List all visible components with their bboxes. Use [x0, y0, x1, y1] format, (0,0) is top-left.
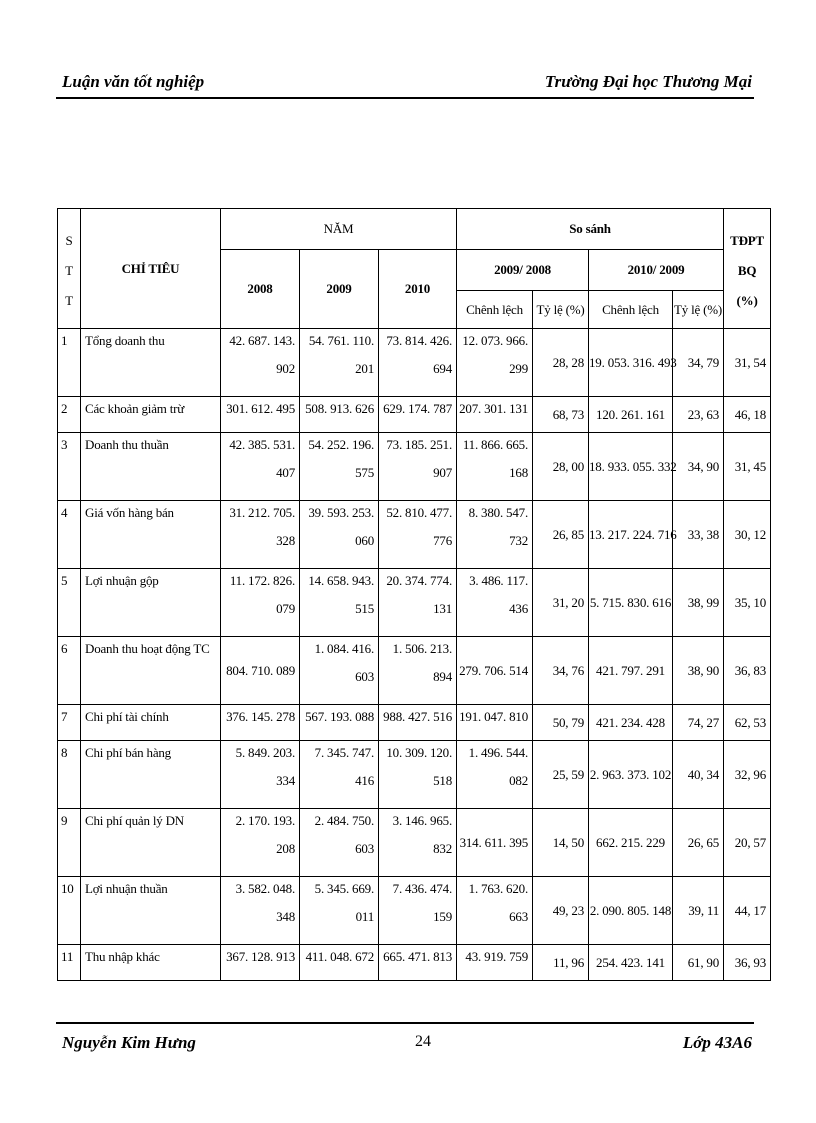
row-indicator: Doanh thu hoạt động TC	[81, 637, 221, 705]
row-value-y2009: 567. 193. 088	[300, 705, 379, 741]
header-university: Trường Đại học Thương Mại	[544, 72, 752, 91]
row-tdpt: 36, 93	[724, 945, 771, 981]
row-ty-le-1: 11, 96	[533, 945, 589, 981]
row-value-y2008: 42. 687. 143. 902	[221, 329, 300, 397]
row-ty-le-2: 74, 27	[673, 705, 724, 741]
row-value-y2009: 14. 658. 943. 515	[300, 569, 379, 637]
row-indicator: Chi phí bán hàng	[81, 741, 221, 809]
period-2010-2009-header: 2010/ 2009	[589, 250, 724, 291]
row-chenh-lech-2: 2. 090. 805. 148	[589, 877, 673, 945]
row-stt: 5	[58, 569, 81, 637]
row-indicator: Lợi nhuận gộp	[81, 569, 221, 637]
table-row	[58, 329, 771, 397]
row-stt: 3	[58, 433, 81, 501]
row-value-cl1: 279. 706. 514	[457, 637, 533, 705]
year-2008-header: 2008	[221, 250, 300, 329]
row-ty-le-2: 38, 99	[673, 569, 724, 637]
row-stt: 2	[58, 397, 81, 433]
row-stt: 11	[58, 945, 81, 981]
row-indicator: Thu nhập khác	[81, 945, 221, 981]
row-chenh-lech-2: 13. 217. 224. 716	[589, 501, 673, 569]
results-table-container	[57, 208, 771, 1016]
row-chenh-lech-2: 2. 963. 373. 102	[589, 741, 673, 809]
row-indicator: Doanh thu thuần	[81, 433, 221, 501]
footer-author: Nguyễn Kim Hưng	[62, 1033, 196, 1052]
row-value-y2009: 2. 484. 750. 603	[300, 809, 379, 877]
row-tdpt: 44, 17	[724, 877, 771, 945]
row-value-y2008: 5. 849. 203. 334	[221, 741, 300, 809]
row-ty-le-2: 33, 38	[673, 501, 724, 569]
row-stt: 1	[58, 329, 81, 397]
row-ty-le-1: 25, 59	[533, 741, 589, 809]
table-row	[58, 877, 771, 945]
row-ty-le-2: 23, 63	[673, 397, 724, 433]
row-value-cl1: 11. 866. 665. 168	[457, 433, 533, 501]
row-ty-le-1: 31, 20	[533, 569, 589, 637]
row-ty-le-2: 26, 65	[673, 809, 724, 877]
row-ty-le-1: 49, 23	[533, 877, 589, 945]
row-ty-le-1: 68, 73	[533, 397, 589, 433]
row-stt: 7	[58, 705, 81, 741]
nam-header: NĂM	[221, 209, 457, 250]
table-row	[58, 569, 771, 637]
row-tdpt: 20, 57	[724, 809, 771, 877]
header-divider	[56, 97, 754, 99]
row-value-y2008: 2. 170. 193. 208	[221, 809, 300, 877]
chenh-lech-header: Chênh lệch	[457, 291, 533, 329]
row-ty-le-2: 38, 90	[673, 637, 724, 705]
row-value-y2009: 54. 252. 196. 575	[300, 433, 379, 501]
header-thesis-title: Luận văn tốt nghiệp	[62, 72, 205, 91]
row-ty-le-2: 39, 11	[673, 877, 724, 945]
footer-divider	[56, 1022, 754, 1024]
row-value-y2010: 3. 146. 965. 832	[379, 809, 457, 877]
row-value-y2009: 39. 593. 253. 060	[300, 501, 379, 569]
row-value-y2008: 804. 710. 089	[221, 637, 300, 705]
stt-header: S T T	[58, 209, 81, 329]
period-2009-2008-header: 2009/ 2008	[457, 250, 589, 291]
business-results-table	[57, 208, 771, 981]
row-ty-le-2: 34, 79	[673, 329, 724, 397]
row-value-y2008: 367. 128. 913	[221, 945, 300, 981]
row-ty-le-1: 14, 50	[533, 809, 589, 877]
row-value-y2010: 52. 810. 477. 776	[379, 501, 457, 569]
row-stt: 9	[58, 809, 81, 877]
ty-le-header: Tỷ lệ (%)	[673, 291, 724, 329]
row-chenh-lech-2: 421. 234. 428	[589, 705, 673, 741]
row-chenh-lech-2: 18. 933. 055. 332	[589, 433, 673, 501]
year-2009-header: 2009	[300, 250, 379, 329]
row-value-cl1: 12. 073. 966. 299	[457, 329, 533, 397]
row-value-y2010: 20. 374. 774. 131	[379, 569, 457, 637]
row-ty-le-2: 40, 34	[673, 741, 724, 809]
ty-le-header: Tỷ lệ (%)	[533, 291, 589, 329]
row-chenh-lech-2: 19. 053. 316. 493	[589, 329, 673, 397]
row-value-cl1: 43. 919. 759	[457, 945, 533, 981]
row-value-y2008: 31. 212. 705. 328	[221, 501, 300, 569]
table-row	[58, 637, 771, 705]
row-ty-le-2: 61, 90	[673, 945, 724, 981]
row-value-y2009: 5. 345. 669. 011	[300, 877, 379, 945]
table-row	[58, 945, 771, 981]
row-value-y2010: 73. 814. 426. 694	[379, 329, 457, 397]
row-indicator: Giá vốn hàng bán	[81, 501, 221, 569]
row-value-cl1: 8. 380. 547. 732	[457, 501, 533, 569]
row-tdpt: 35, 10	[724, 569, 771, 637]
row-ty-le-1: 26, 85	[533, 501, 589, 569]
row-value-cl1: 3. 486. 117. 436	[457, 569, 533, 637]
row-value-y2010: 665. 471. 813	[379, 945, 457, 981]
row-indicator: Các khoản giảm trừ	[81, 397, 221, 433]
footer-class: Lớp 43A6	[682, 1033, 752, 1052]
table-row	[58, 433, 771, 501]
table-row	[58, 501, 771, 569]
row-value-cl1: 1. 496. 544. 082	[457, 741, 533, 809]
row-value-cl1: 191. 047. 810	[457, 705, 533, 741]
row-stt: 8	[58, 741, 81, 809]
row-value-y2008: 376. 145. 278	[221, 705, 300, 741]
row-value-y2009: 54. 761. 110. 201	[300, 329, 379, 397]
row-value-y2009: 1. 084. 416. 603	[300, 637, 379, 705]
row-stt: 10	[58, 877, 81, 945]
page-number: 24	[415, 1033, 431, 1050]
row-ty-le-1: 28, 00	[533, 433, 589, 501]
row-value-y2010: 10. 309. 120. 518	[379, 741, 457, 809]
row-chenh-lech-2: 5. 715. 830. 616	[589, 569, 673, 637]
row-indicator: Tổng doanh thu	[81, 329, 221, 397]
row-stt: 4	[58, 501, 81, 569]
row-tdpt: 31, 45	[724, 433, 771, 501]
row-tdpt: 46, 18	[724, 397, 771, 433]
row-value-y2010: 1. 506. 213. 894	[379, 637, 457, 705]
row-value-y2008: 301. 612. 495	[221, 397, 300, 433]
row-value-y2009: 7. 345. 747. 416	[300, 741, 379, 809]
row-value-y2010: 73. 185. 251. 907	[379, 433, 457, 501]
row-stt: 6	[58, 637, 81, 705]
row-ty-le-1: 28, 28	[533, 329, 589, 397]
row-chenh-lech-2: 120. 261. 161	[589, 397, 673, 433]
row-value-y2008: 42. 385. 531. 407	[221, 433, 300, 501]
row-value-cl1: 1. 763. 620. 663	[457, 877, 533, 945]
row-chenh-lech-2: 254. 423. 141	[589, 945, 673, 981]
row-tdpt: 62, 53	[724, 705, 771, 741]
row-value-y2008: 3. 582. 048. 348	[221, 877, 300, 945]
row-chenh-lech-2: 421. 797. 291	[589, 637, 673, 705]
table-row	[58, 741, 771, 809]
row-tdpt: 32, 96	[724, 741, 771, 809]
so-sanh-header: So sánh	[457, 209, 724, 250]
row-value-y2010: 629. 174. 787	[379, 397, 457, 433]
row-value-cl1: 314. 611. 395	[457, 809, 533, 877]
row-tdpt: 36, 83	[724, 637, 771, 705]
chenh-lech-header: Chênh lệch	[589, 291, 673, 329]
table-row	[58, 705, 771, 741]
row-value-cl1: 207. 301. 131	[457, 397, 533, 433]
row-value-y2010: 988. 427. 516	[379, 705, 457, 741]
row-tdpt: 30, 12	[724, 501, 771, 569]
row-value-y2008: 11. 172. 826. 079	[221, 569, 300, 637]
row-indicator: Chi phí quản lý DN	[81, 809, 221, 877]
row-tdpt: 31, 54	[724, 329, 771, 397]
row-ty-le-1: 50, 79	[533, 705, 589, 741]
row-indicator: Chi phí tài chính	[81, 705, 221, 741]
year-2010-header: 2010	[379, 250, 457, 329]
row-value-y2009: 411. 048. 672	[300, 945, 379, 981]
row-value-y2009: 508. 913. 626	[300, 397, 379, 433]
row-ty-le-2: 34, 90	[673, 433, 724, 501]
table-row	[58, 397, 771, 433]
row-ty-le-1: 34, 76	[533, 637, 589, 705]
row-indicator: Lợi nhuận thuần	[81, 877, 221, 945]
table-row	[58, 809, 771, 877]
chi-tieu-header: CHỈ TIÊU	[81, 209, 221, 329]
row-chenh-lech-2: 662. 215. 229	[589, 809, 673, 877]
row-value-y2010: 7. 436. 474. 159	[379, 877, 457, 945]
tdpt-header: TĐPT BQ (%)	[724, 209, 771, 329]
